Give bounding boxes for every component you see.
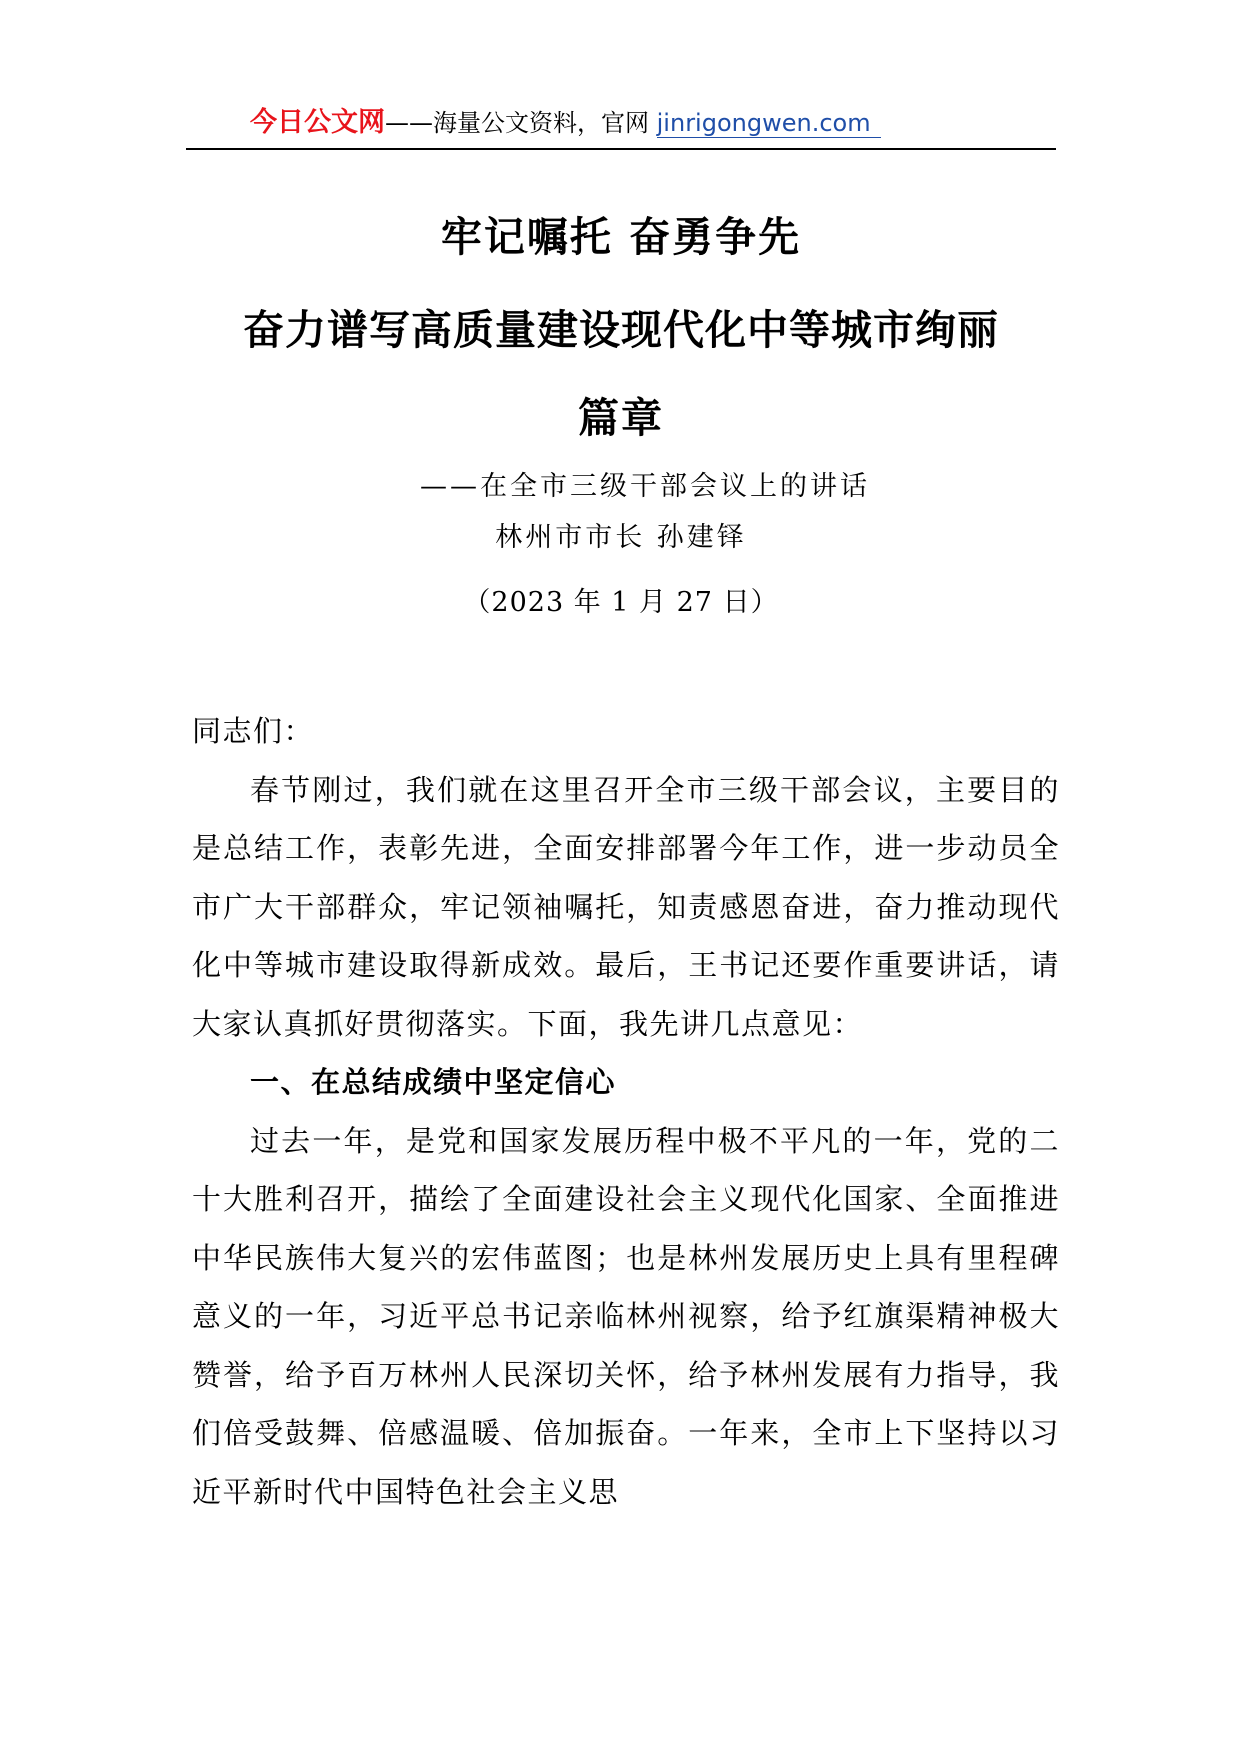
title-line-3: 篇章 [578,394,664,442]
section-heading-1: 一、在总结成绩中坚定信心 [250,1065,617,1099]
paragraph-2: 过去一年，是党和国家发展历程中极不平凡的一年，党的二十大胜利召开，描绘了全面建设社会主义现代化国家、全面推进中华民族伟大复兴的宏伟蓝图；也是林州发展历史上具有里程碑意义的一年，习近平总书记亲临林州视察，给予红旗渠精神极大赞誉，给予百万林州人民深切关怀，给予林州发展有力指导，我们倍受鼓舞、倍感温暖、倍加振奋。一年来，全市上下坚持以习近平新时代中国特色社会主义思 [192,1123,1060,1509]
site-link[interactable]: jinrigongwen.com [657,109,881,138]
speaker: 林州市市长 孙建铎 [495,522,747,553]
header-line [250,108,881,138]
salutation: 同志们： [192,714,315,748]
title-line-1: 牢记嘱托 奋勇争先 [440,213,802,261]
document-body [192,702,1060,1521]
site-brand: 今日公文网 [250,107,385,138]
site-tagline: ——海量公文资料，官网 [385,109,657,137]
site-header [186,104,1056,150]
title-line-2: 奋力谱写高质量建设现代化中等城市绚丽 [243,306,999,354]
date: （2023 年 1 月 27 日） [463,587,779,618]
paragraph-1: 春节刚过，我们就在这里召开全市三级干部会议，主要目的是总结工作，表彰先进，全面安排部署今年工作，进一步动员全市广大干部群众，牢记领袖嘱托，知责感恩奋进，奋力推动现代化中等城市建设取得新成效。最后，王书记还要作重要讲话，请大家认真抓好贯彻落实。下面，我先讲几点意见： [192,772,1060,1041]
subtitle: ——在全市三级干部会议上的讲话 [420,471,870,502]
